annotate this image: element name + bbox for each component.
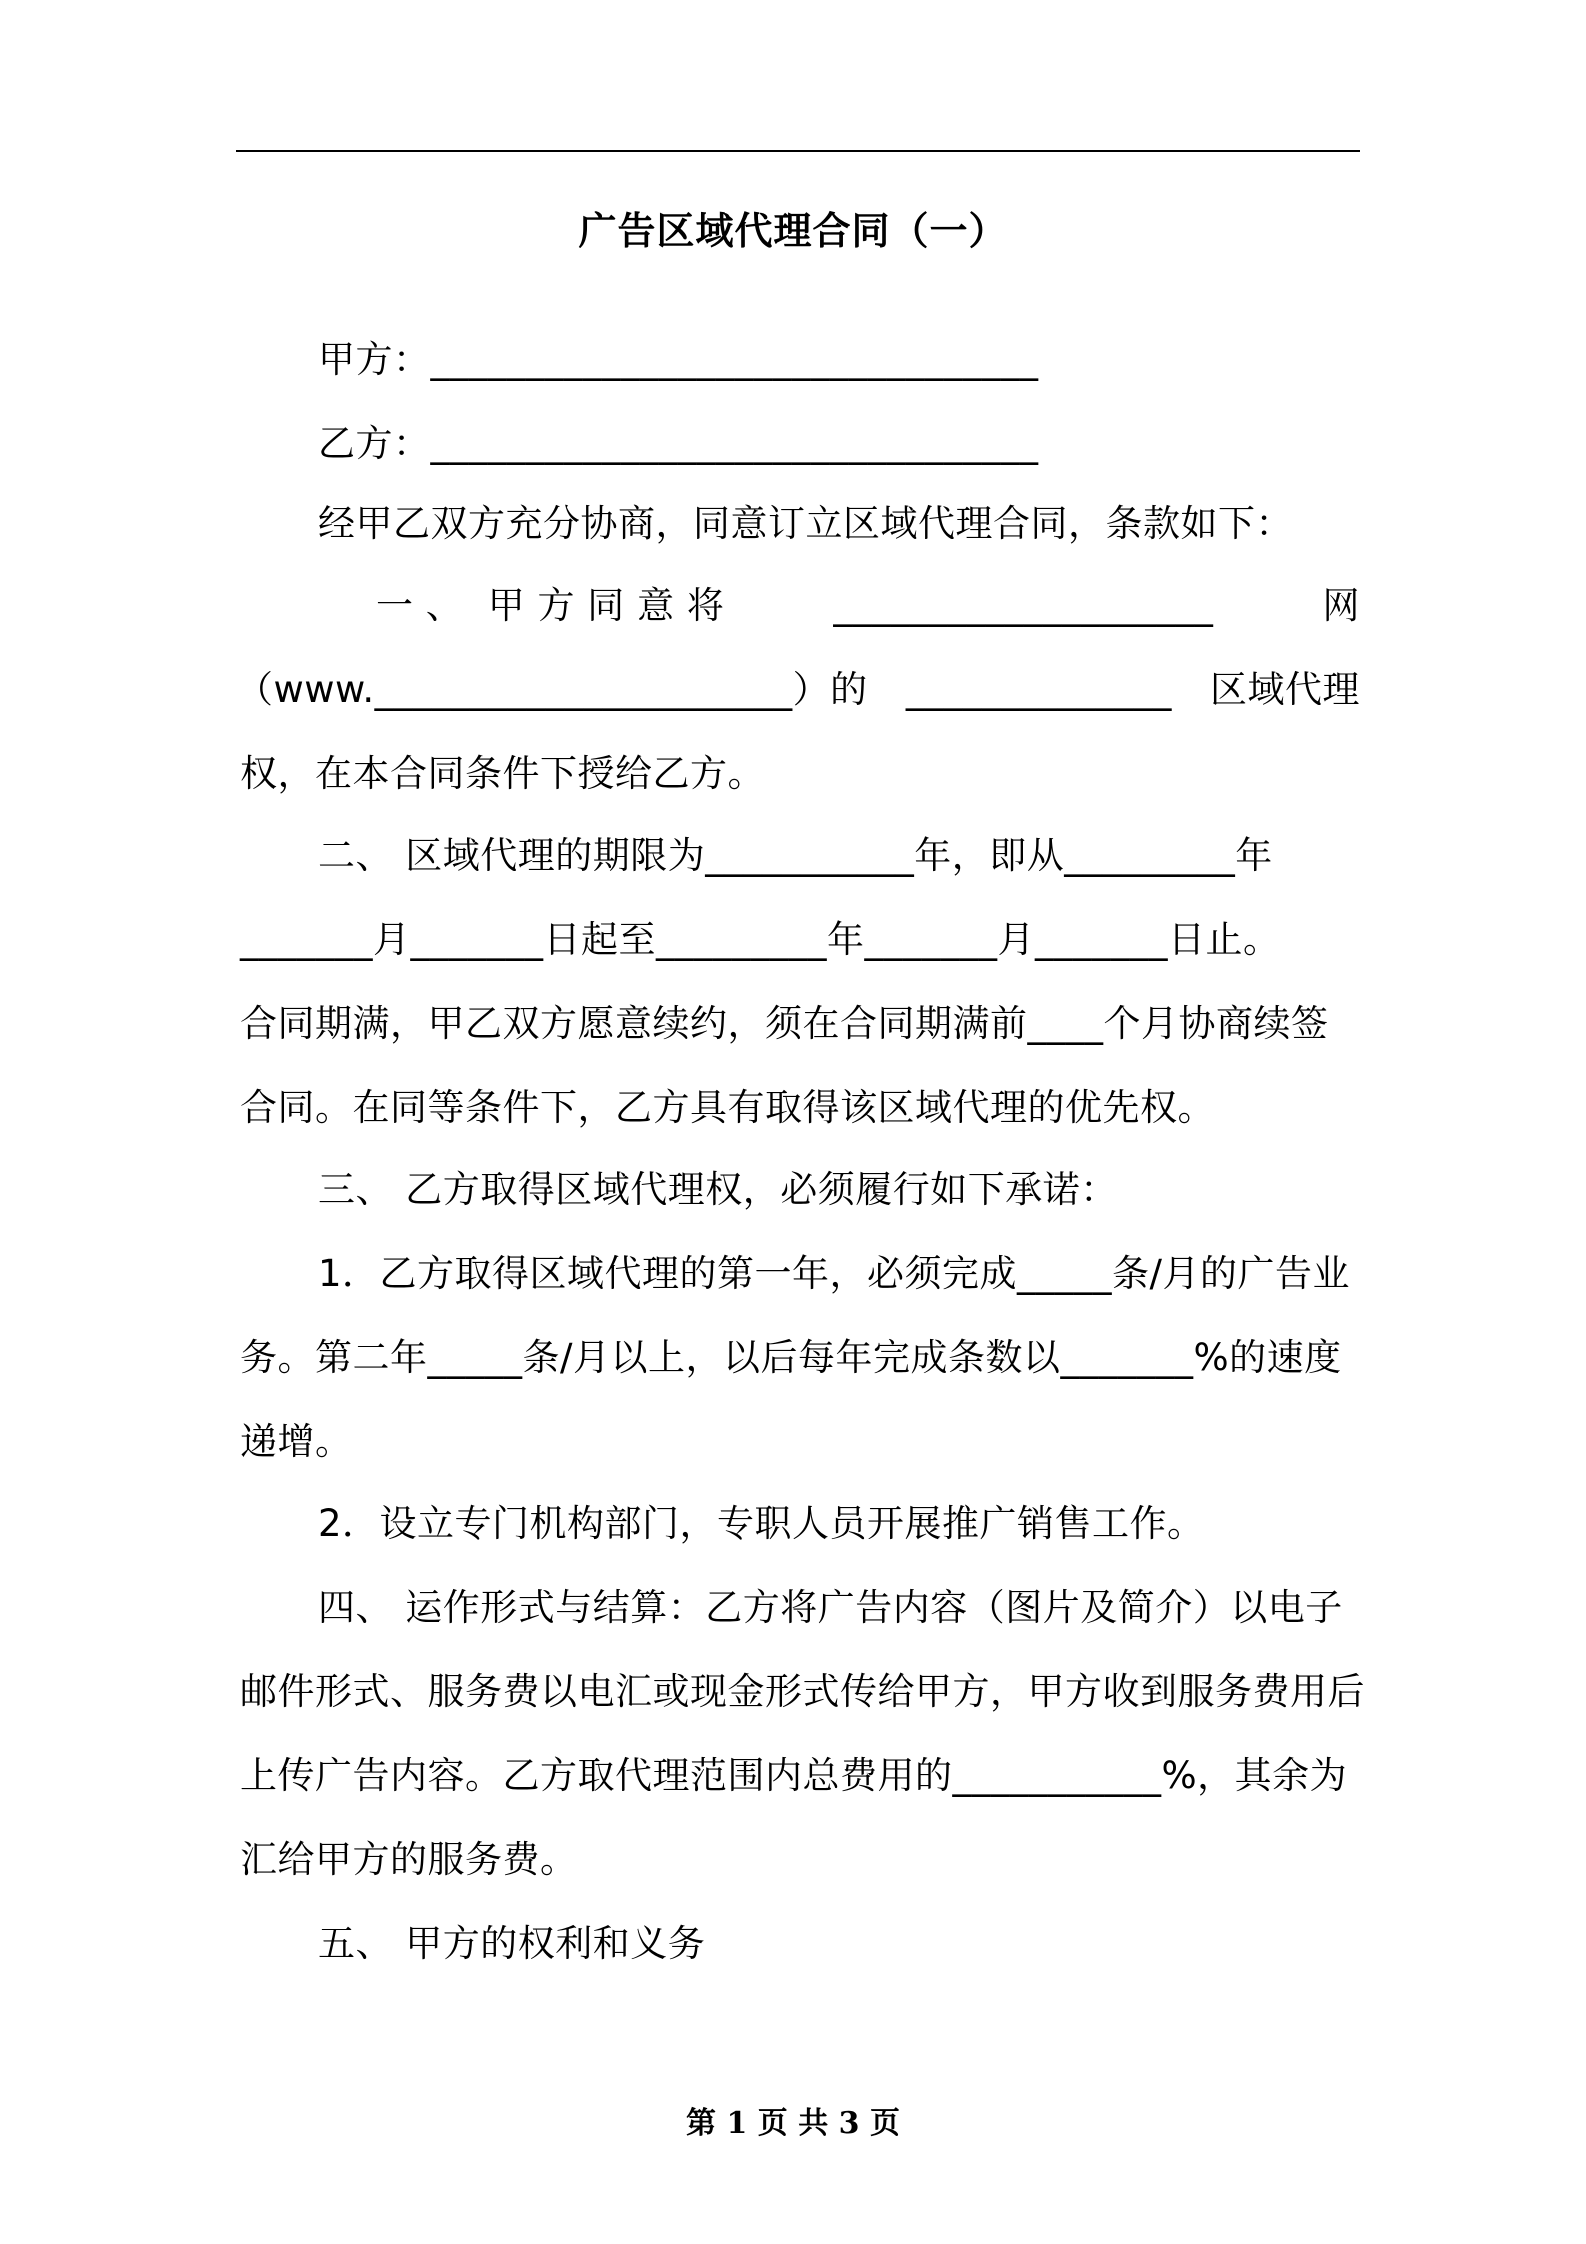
party-b-line: 乙方：________________________________	[318, 422, 1039, 465]
clause1-line1	[376, 576, 1360, 636]
clause3-item1-line3: 递增。	[240, 1420, 353, 1463]
clause2-line3: 合同期满，甲乙双方愿意续约，须在合同期满前____个月协商续签	[240, 1002, 1329, 1045]
clause2-line2: _______月_______日起至_________年_______月_______日止。	[240, 918, 1281, 961]
clause4-line2: 邮件形式、服务费以电汇或现金形式传给甲方，甲方收到服务费用后	[240, 1670, 1365, 1713]
clause4-line4: 汇给甲方的服务费。	[240, 1838, 578, 1881]
clause2-line1: 二、 区域代理的期限为___________年，即从_________年	[318, 834, 1273, 877]
clause4-line1: 四、 运作形式与结算：乙方将广告内容（图片及简介）以电子	[318, 1586, 1343, 1629]
clause3-heading: 三、 乙方取得区域代理权，必须履行如下承诺：	[318, 1168, 1118, 1211]
clause1-line3: 权，在本合同条件下授给乙方。	[240, 752, 765, 795]
clause3-item2: 2．设立专门机构部门，专职人员开展推广销售工作。	[318, 1502, 1205, 1545]
clause2-line4: 合同。在同等条件下，乙方具有取得该区域代理的优先权。	[240, 1086, 1215, 1129]
intro-paragraph: 经甲乙双方充分协商，同意订立区域代理合同，条款如下：	[318, 502, 1293, 545]
clause1-line2-blank: ______________	[905, 668, 1172, 711]
clause5-heading: 五、 甲方的权利和义务	[318, 1922, 706, 1965]
clause1-line1-right: 网	[1322, 584, 1360, 627]
clause1-line1-left: 一 、 甲 方 同 意 将	[376, 584, 725, 627]
party-a-line: 甲方：________________________________	[318, 338, 1039, 381]
clause1-line2-left: （www.______________________）的	[236, 668, 868, 711]
page-footer: 第 1 页 共 3 页	[686, 2106, 900, 2141]
clause3-item1-line1: 1．乙方取得区域代理的第一年，必须完成_____条/月的广告业	[318, 1252, 1351, 1295]
header-rule	[236, 150, 1360, 152]
clause1-line2-right: 区域代理	[1210, 668, 1360, 711]
clause1-line1-blank: ____________________	[833, 584, 1214, 627]
clause1-line2	[236, 660, 1360, 720]
document-title: 广告区域代理合同（一）	[578, 209, 1008, 253]
clause4-line3: 上传广告内容。乙方取代理范围内总费用的___________%，其余为	[240, 1754, 1348, 1797]
clause3-item1-line2: 务。第二年_____条/月以上，以后每年完成条数以_______%的速度	[240, 1336, 1342, 1379]
